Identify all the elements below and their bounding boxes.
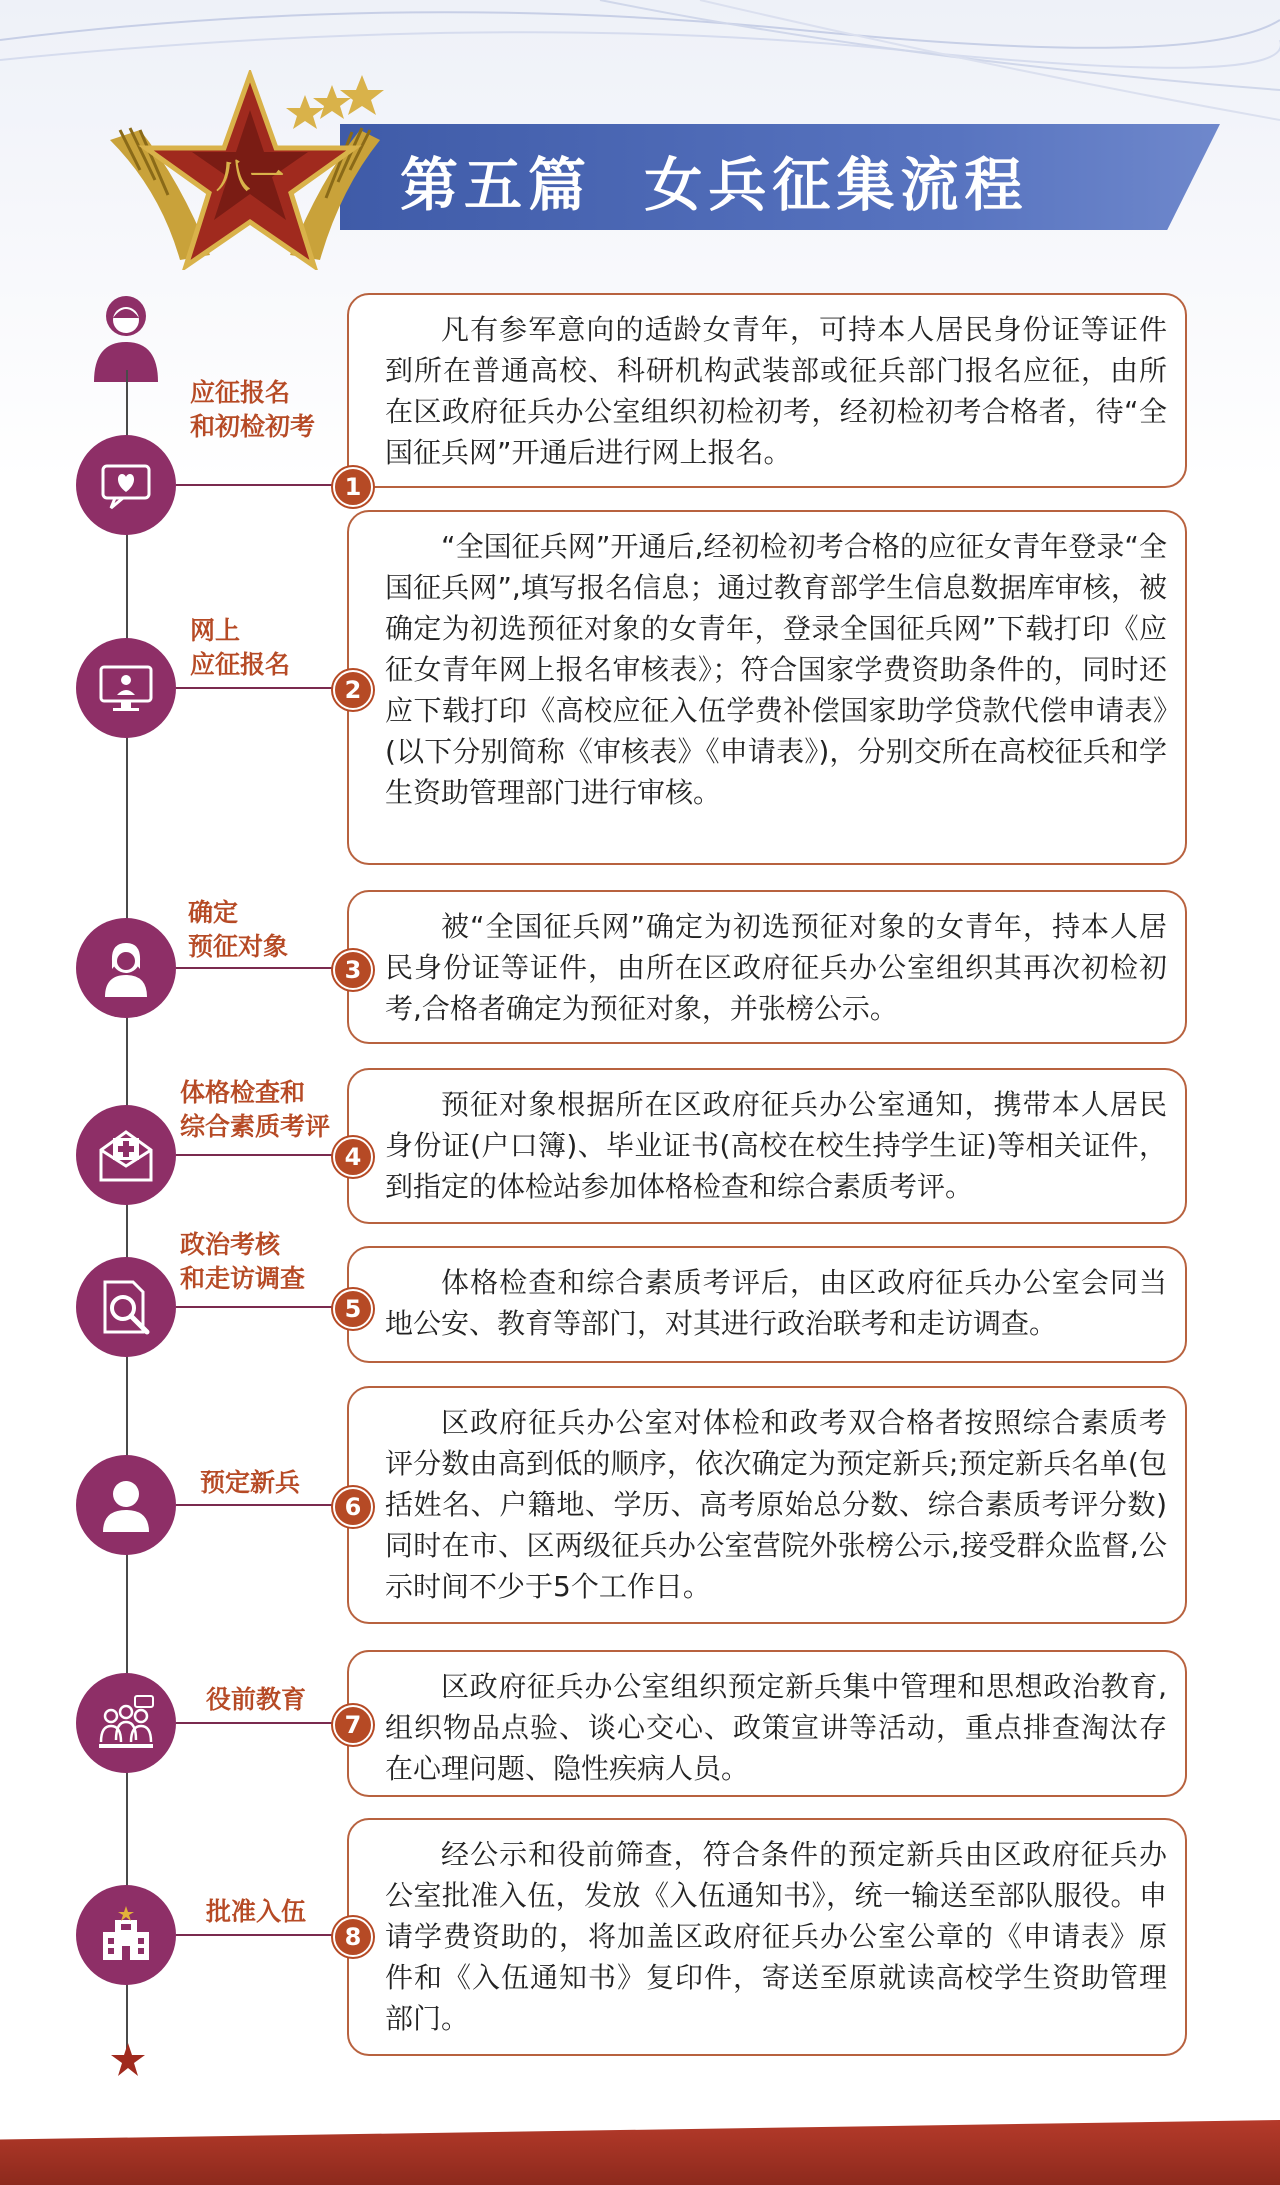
step-description-text: “全国征兵网”开通后,经初检初考合格的应征女青年登录“全国征兵网”,填写报名信息；通过教育部学生信息数据库审核，被确定为初选预征对象的女青年，登录全国征兵网”下载打印《应征女青年网上报名审核表》；符合国家学费资助条件的，同时还应下载打印《高校应征入伍学费补偿国家助学贷款代偿申请表》(以下分别简称《审核表》《申请表》)，分别交所在高校征兵和学生资助管理部门进行审核。	[385, 530, 1167, 809]
step-description-card	[347, 510, 1187, 865]
step-label-line: 网上	[190, 616, 241, 645]
step-label	[190, 376, 315, 444]
person-avatar-icon	[76, 1455, 176, 1555]
step-description-text: 预征对象根据所在区政府征兵办公室通知，携带本人居民身份证(户口簿)、毕业证书(高校在校生持学生证)等相关证件，到指定的体检站参加体格检查和综合素质考评。	[385, 1088, 1167, 1203]
step-label-line: 和初检初考	[190, 412, 316, 441]
step-description-card	[347, 293, 1187, 488]
timeline-end-star-icon	[110, 2042, 146, 2078]
step-label-line: 综合素质考评	[180, 1112, 331, 1141]
medical-envelope-icon	[76, 1105, 176, 1205]
heart-chat-icon	[76, 435, 176, 535]
step-connector	[176, 1306, 336, 1308]
svg-text:八一: 八一	[216, 157, 284, 197]
step-connector	[176, 484, 336, 486]
page-title: 第五篇 女兵征集流程	[400, 151, 1029, 219]
step-label-line: 确定	[188, 898, 239, 927]
timeline-line	[126, 370, 128, 2065]
woman-avatar-icon	[76, 918, 176, 1018]
step-connector	[176, 1504, 336, 1506]
step-description-card	[347, 1818, 1187, 2056]
step-label	[206, 1895, 306, 1929]
step-description-text: 经公示和役前筛查，符合条件的预定新兵由区政府征兵办公室批准入伍，发放《入伍通知书》，统一输送至部队服役。申请学费资助的，将加盖区政府征兵办公室公章的《申请表》原件和《入伍通知书》复印件，寄送至原就读高校学生资助管理部门。	[385, 1838, 1167, 2035]
step-number-badge: 5	[333, 1289, 373, 1329]
step-connector	[176, 967, 336, 969]
step-label	[200, 1466, 300, 1500]
step-number-badge: 4	[333, 1137, 373, 1177]
step-description-text: 被“全国征兵网”确定为初选预征对象的女青年，持本人居民身份证等证件，由所在区政府征兵办公室组织其再次初检初考,合格者确定为预征对象，并张榜公示。	[385, 910, 1167, 1025]
step-connector	[176, 1934, 336, 1936]
step-label-line: 应征报名	[190, 650, 291, 679]
step-label-line: 体格检查和	[180, 1078, 306, 1107]
step-description-text: 体格检查和综合素质考评后，由区政府征兵办公室会同当地公安、教育等部门，对其进行政治联考和走访调查。	[385, 1266, 1167, 1340]
step-number-badge: 7	[333, 1705, 373, 1745]
step-description-card	[347, 1650, 1187, 1797]
step-label	[206, 1683, 306, 1717]
step-description-text: 区政府征兵办公室组织预定新兵集中管理和思想政治教育,组织物品点验、谈心交心、政策宣讲等活动，重点排查淘汰存在心理问题、隐性疾病人员。	[385, 1670, 1167, 1785]
step-label-line: 批准入伍	[206, 1897, 307, 1926]
step-description-card	[347, 1386, 1187, 1624]
step-label	[180, 1076, 330, 1144]
step-label-line: 役前教育	[206, 1685, 307, 1714]
step-description-card	[347, 1246, 1187, 1363]
group-meeting-icon	[76, 1673, 176, 1773]
step-description-card	[347, 1068, 1187, 1224]
step-number-badge: 6	[333, 1487, 373, 1527]
building-icon	[76, 1885, 176, 1985]
bottom-decor-band	[0, 2120, 1280, 2185]
step-label	[190, 614, 290, 682]
document-search-icon	[76, 1257, 176, 1357]
step-connector	[176, 1154, 336, 1156]
step-description-text: 区政府征兵办公室对体检和政考双合格者按照综合素质考评分数由高到低的顺序，依次确定为预定新兵;预定新兵名单(包括姓名、户籍地、学历、高考原始总分数、综合素质考评分数)同时在市、区两级征兵办公室营院外张榜公示,接受群众监督,公示时间不少于5个工作日。	[385, 1406, 1167, 1603]
step-label	[188, 896, 288, 964]
step-description-card	[347, 890, 1187, 1044]
computer-user-icon	[76, 638, 176, 738]
woman-figure-icon	[86, 290, 166, 382]
step-label-line: 应征报名	[190, 378, 291, 407]
step-label-line: 和走访调查	[180, 1264, 306, 1293]
step-number-badge: 2	[333, 670, 373, 710]
step-label-line: 预征对象	[188, 932, 289, 961]
army-star-emblem-icon	[100, 70, 420, 270]
step-number-badge: 3	[333, 950, 373, 990]
step-connector	[176, 687, 336, 689]
step-label	[180, 1228, 305, 1296]
step-description-text: 凡有参军意向的适龄女青年，可持本人居民身份证等证件到所在普通高校、科研机构武装部或征兵部门报名应征，由所在区政府征兵办公室组织初检初考，经初检初考合格者，待“全国征兵网”开通后进行网上报名。	[385, 313, 1167, 469]
step-label-line: 预定新兵	[200, 1468, 301, 1497]
step-number-badge: 1	[333, 467, 373, 507]
title-banner	[100, 70, 1180, 270]
step-label-line: 政治考核	[180, 1230, 281, 1259]
step-number-badge: 8	[333, 1917, 373, 1957]
step-connector	[176, 1722, 336, 1724]
